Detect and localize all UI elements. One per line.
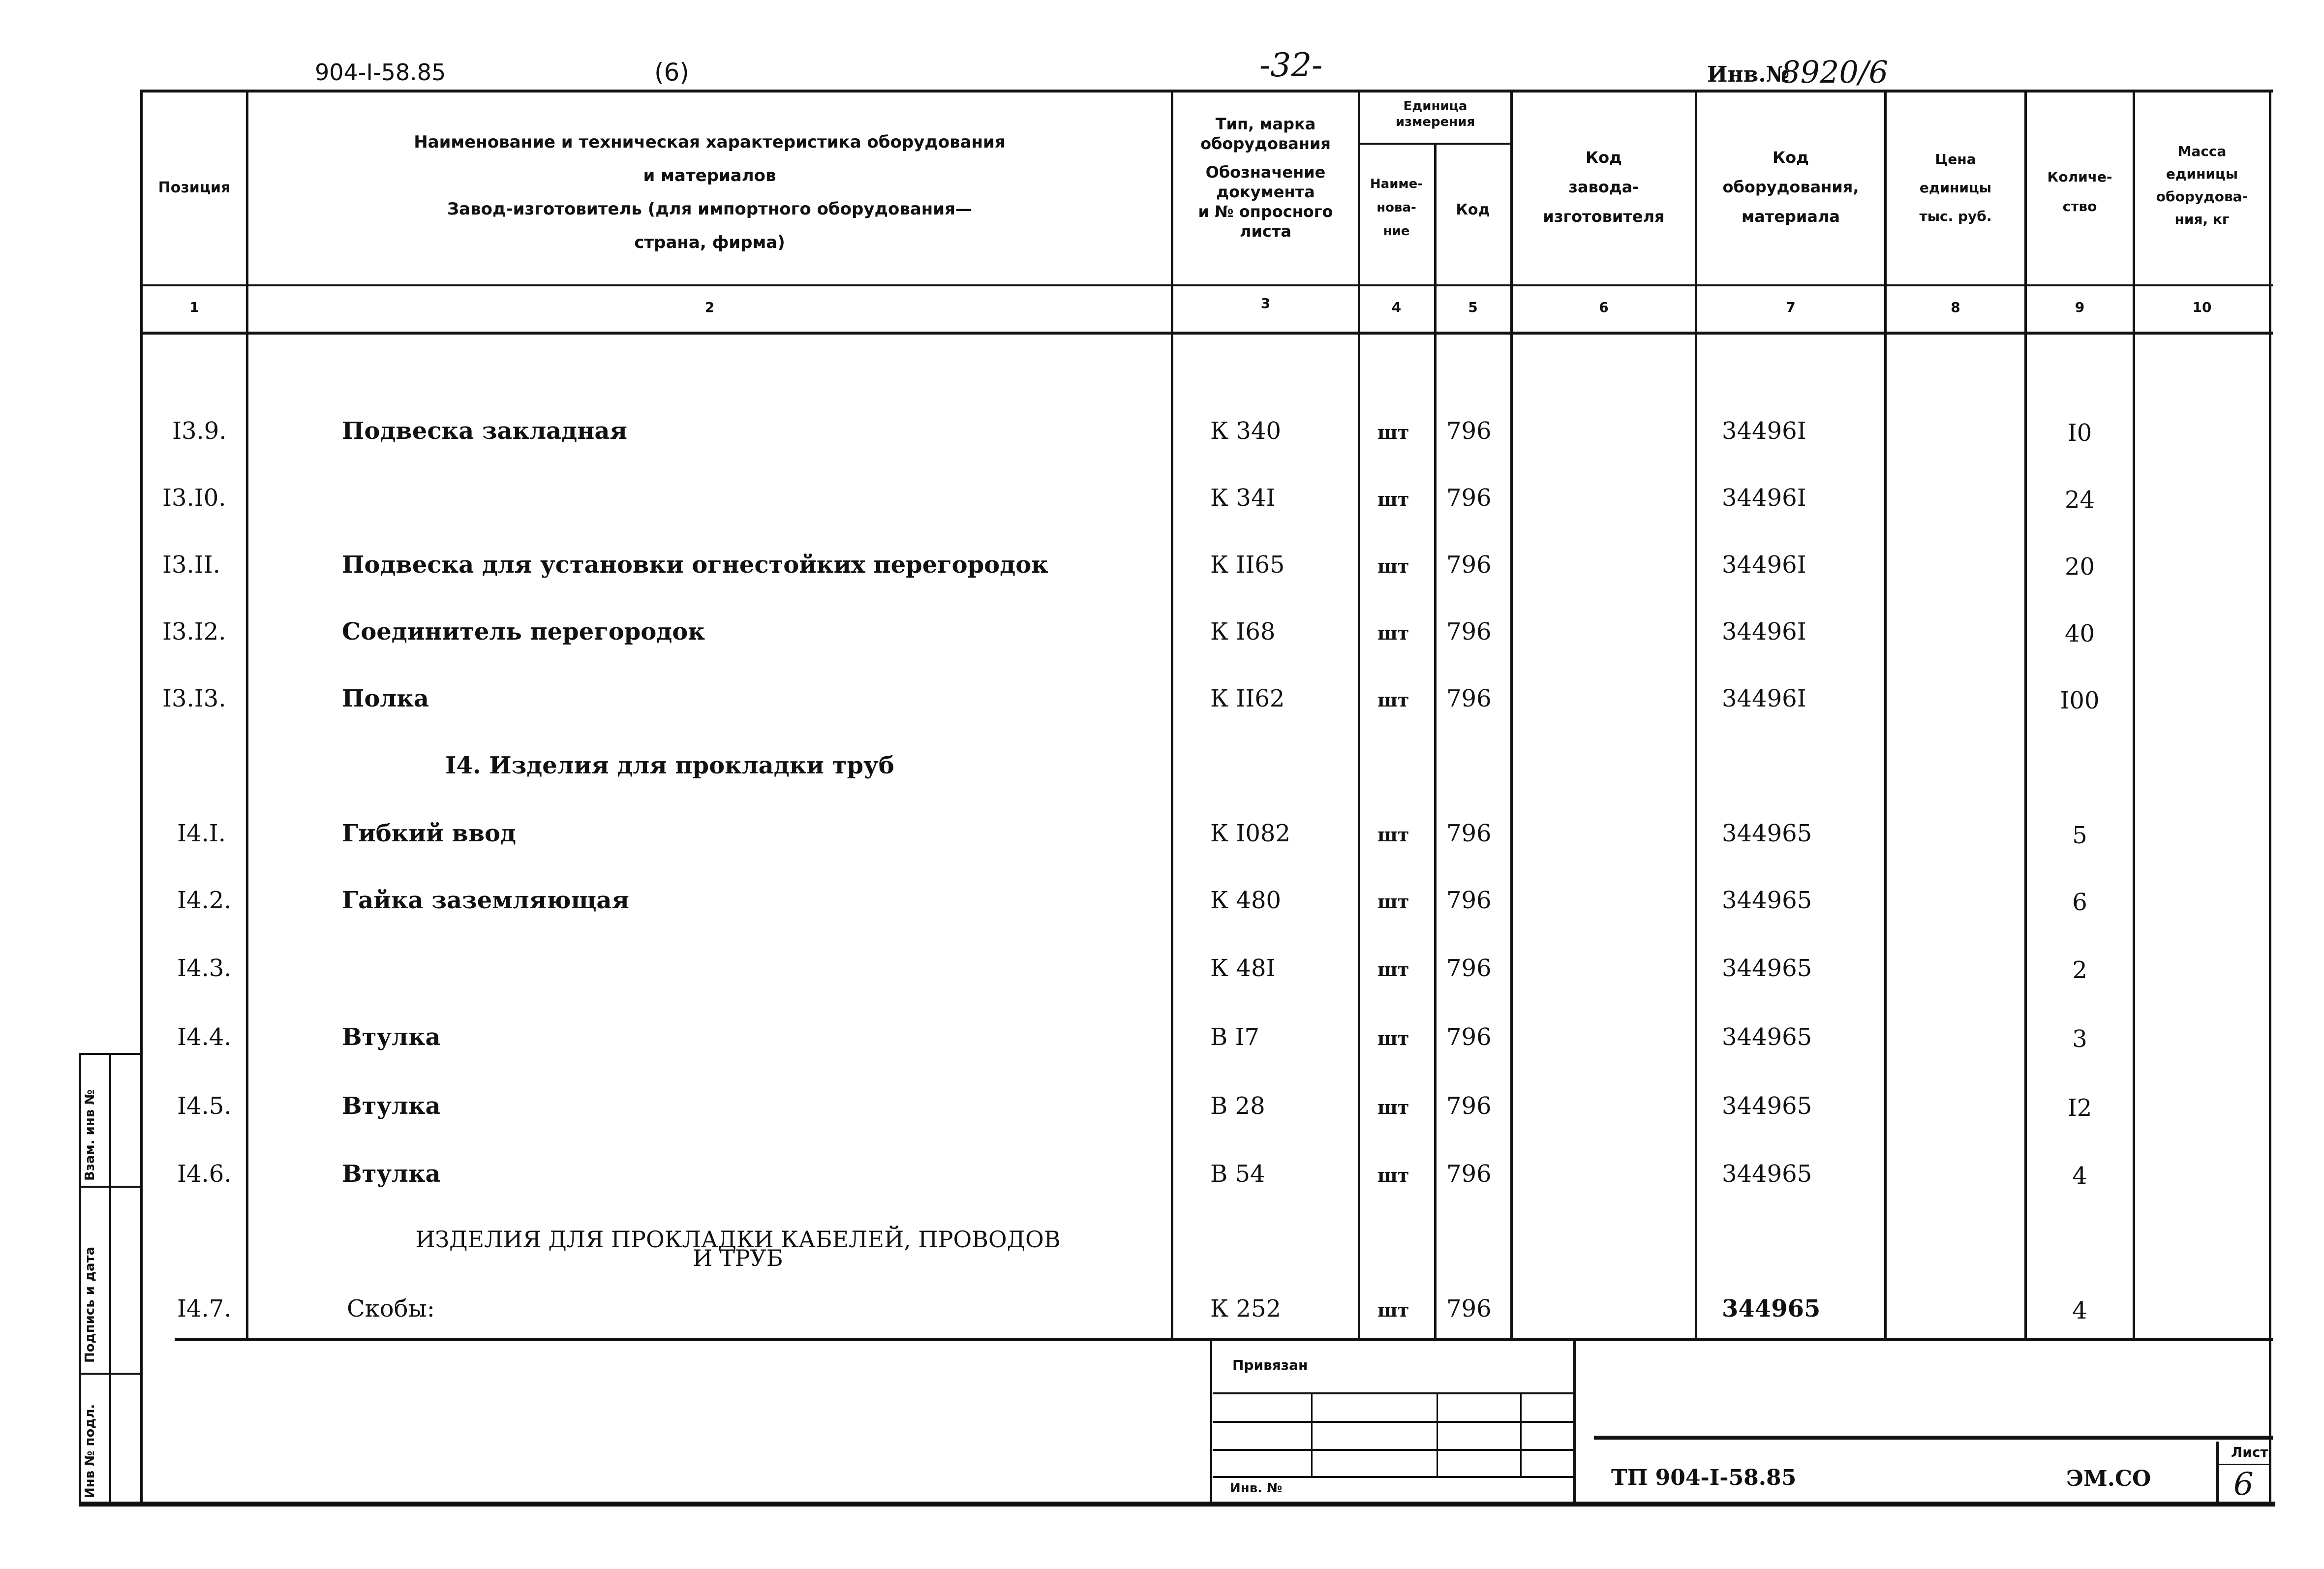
row-name: Полка xyxy=(342,685,429,712)
section-heading-line: ИЗДЕЛИЯ ДЛЯ ПРОКЛАДКИ КАБЕЛЕЙ, ПРОВОДОВ xyxy=(415,1226,1061,1253)
margin-stamp-divider-1 xyxy=(79,1186,143,1188)
row-equipment-code: 344965 xyxy=(1722,1092,1812,1120)
index-cell: 9 xyxy=(2075,299,2085,315)
index-cell: 2 xyxy=(704,299,715,315)
row-position: I4.6. xyxy=(177,1160,232,1188)
attached-divider-1 xyxy=(1311,1392,1313,1476)
col-header-unit-code: Код xyxy=(1456,201,1490,218)
row-name: Подвеска для установки огнестойких перегородок xyxy=(342,551,1048,579)
table-top-border xyxy=(140,90,2273,92)
section-heading xyxy=(344,1226,1131,1271)
col-line-7 xyxy=(1884,90,1887,1339)
row-type: К I082 xyxy=(1210,820,1290,847)
index-cell: 5 xyxy=(1468,299,1478,315)
row-name: Втулка xyxy=(342,1092,441,1120)
row-quantity: 6 xyxy=(2072,889,2087,916)
col-header-price: Цена единицы тыс. руб. xyxy=(1919,151,1992,224)
margin-inv-original: Инв № подл. xyxy=(83,1404,97,1498)
row-unit-code: 796 xyxy=(1446,551,1492,579)
row-unit: шт xyxy=(1377,1027,1409,1049)
row-type: К 252 xyxy=(1210,1295,1282,1323)
row-type: К 480 xyxy=(1210,887,1282,914)
row-unit-code: 796 xyxy=(1446,484,1492,512)
row-unit-code: 796 xyxy=(1446,417,1492,445)
col-header-mass: Масса единицы оборудова- ния, кг xyxy=(2156,143,2248,227)
row-position: I4.7. xyxy=(177,1295,232,1323)
col-line-3 xyxy=(1358,90,1360,1339)
sheet-cell-left xyxy=(2216,1442,2219,1502)
index-cell: 4 xyxy=(1391,299,1402,315)
attached-block-right xyxy=(1573,1339,1576,1502)
sheet-mark: (6) xyxy=(654,58,689,87)
row-equipment-code: 344965 xyxy=(1722,887,1812,914)
margin-stamp-top xyxy=(79,1053,143,1055)
frame-right xyxy=(2269,90,2271,1502)
col-line-1 xyxy=(246,90,248,1339)
col-header-name: Наименование и техническая характеристика оборудования и материалов Завод-изготовитель (для импортного оборудования— страна, фирма) xyxy=(414,132,1006,252)
row-type: К I68 xyxy=(1210,618,1276,646)
section-heading-line: И ТРУБ xyxy=(693,1245,783,1271)
row-type: В 28 xyxy=(1210,1092,1265,1120)
margin-stamp-middle xyxy=(109,1053,111,1506)
sheet-number: 6 xyxy=(2233,1466,2254,1503)
attached-line-2 xyxy=(1213,1421,1573,1423)
row-quantity: 3 xyxy=(2072,1025,2087,1053)
row-position: I3.I0. xyxy=(162,484,226,512)
sheet-label: Лист xyxy=(2231,1444,2268,1460)
page-number: -32- xyxy=(1259,46,1323,84)
index-cell: 7 xyxy=(1786,299,1796,315)
col-line-4 xyxy=(1434,143,1437,1339)
row-unit-code: 796 xyxy=(1446,820,1492,847)
doc-designation: ТП 904-I-58.85 xyxy=(1611,1465,1797,1490)
row-name: Втулка xyxy=(342,1023,441,1051)
row-type: В 54 xyxy=(1210,1160,1265,1188)
col-line-9 xyxy=(2133,90,2135,1339)
title-block-top-line xyxy=(1594,1436,2273,1440)
row-equipment-code: 344965 xyxy=(1722,1295,1821,1323)
row-unit-code: 796 xyxy=(1446,1295,1492,1323)
attached-line-4 xyxy=(1213,1476,1573,1478)
row-quantity: 40 xyxy=(2064,620,2095,647)
row-equipment-code: 34496I xyxy=(1722,484,1806,512)
attached-line-1 xyxy=(1213,1392,1573,1394)
row-position: I4.3. xyxy=(177,954,232,982)
margin-stamp-left xyxy=(79,1053,81,1506)
row-name: Подвеска закладная xyxy=(342,417,627,445)
index-cell: 3 xyxy=(1260,295,1271,311)
col-header-position: Позиция xyxy=(158,179,231,196)
header-bottom-line xyxy=(140,284,2273,286)
row-position: I4.5. xyxy=(177,1092,232,1120)
row-quantity: 2 xyxy=(2072,956,2087,984)
row-type: К 340 xyxy=(1210,417,1282,445)
row-unit: шт xyxy=(1377,555,1409,577)
row-quantity: 5 xyxy=(2072,822,2087,849)
row-equipment-code: 34496I xyxy=(1722,618,1806,646)
row-unit-code: 796 xyxy=(1446,887,1492,914)
index-cell: 6 xyxy=(1599,299,1609,315)
row-unit-code: 796 xyxy=(1446,1160,1492,1188)
document-code: 904-I-58.85 xyxy=(315,59,446,86)
row-type: К II62 xyxy=(1210,685,1285,712)
row-position: I4.2. xyxy=(177,887,232,914)
row-unit-code: 796 xyxy=(1446,1023,1492,1051)
row-quantity: I2 xyxy=(2067,1094,2092,1122)
row-type: К 34I xyxy=(1210,484,1276,512)
row-equipment-code: 34496I xyxy=(1722,417,1806,445)
index-cell: 8 xyxy=(1951,299,1960,315)
col-line-6 xyxy=(1695,90,1697,1339)
attached-block-left xyxy=(1210,1339,1212,1502)
inventory-label: Инв.№ xyxy=(1707,62,1790,87)
row-quantity: 4 xyxy=(2072,1162,2087,1190)
col-line-5 xyxy=(1510,90,1513,1339)
row-equipment-code: 344965 xyxy=(1722,1160,1812,1188)
col-line-2 xyxy=(1171,90,1173,1339)
attached-divider-3 xyxy=(1520,1392,1522,1476)
col-header-equipment-code: Код оборудования, материала xyxy=(1722,148,1859,226)
margin-stamp-divider-2 xyxy=(79,1373,143,1375)
sheet-cell-line xyxy=(2216,1464,2270,1465)
row-unit-code: 796 xyxy=(1446,685,1492,712)
row-unit: шт xyxy=(1377,1299,1409,1321)
attached-divider-2 xyxy=(1437,1392,1438,1476)
row-unit: шт xyxy=(1377,421,1409,443)
row-quantity: I00 xyxy=(2060,687,2100,714)
inv-number-label: Инв. № xyxy=(1230,1481,1283,1496)
row-unit: шт xyxy=(1377,1164,1409,1186)
row-type: В I7 xyxy=(1210,1023,1260,1051)
row-unit-code: 796 xyxy=(1446,1092,1492,1120)
row-name: Соединитель перегородок xyxy=(342,618,705,646)
inventory-number: 8920/6 xyxy=(1781,54,1889,90)
col-header-manufacturer-code: Код завода- изготовителя xyxy=(1543,148,1665,226)
row-equipment-code: 34496I xyxy=(1722,685,1806,712)
row-unit: шт xyxy=(1377,891,1409,913)
row-type: К II65 xyxy=(1210,551,1285,579)
row-name: Втулка xyxy=(342,1160,441,1188)
row-position: I3.II. xyxy=(162,551,220,579)
col-header-type: Тип, марка оборудования Обозначение документа и № опросного листа xyxy=(1198,115,1333,241)
row-quantity: 20 xyxy=(2064,553,2095,581)
row-position: I3.I2. xyxy=(162,618,226,646)
row-unit: шт xyxy=(1377,824,1409,846)
col-header-unit-name: Наиме- нова- ние xyxy=(1370,177,1423,239)
col-line-8 xyxy=(2024,90,2027,1339)
page-bottom-border xyxy=(79,1502,2275,1507)
row-unit-code: 796 xyxy=(1446,954,1492,982)
row-quantity: 24 xyxy=(2064,486,2095,514)
row-position: I4.4. xyxy=(177,1023,232,1051)
margin-replace-inv: Взам. инв № xyxy=(83,1089,97,1181)
row-name: Гибкий ввод xyxy=(342,820,517,847)
index-cell: 1 xyxy=(189,299,199,315)
row-equipment-code: 344965 xyxy=(1722,954,1812,982)
attached-line-3 xyxy=(1213,1449,1573,1451)
row-equipment-code: 344965 xyxy=(1722,820,1812,847)
row-position: I4.I. xyxy=(177,820,226,847)
row-type: К 48I xyxy=(1210,954,1276,982)
doc-mark: ЭМ.СО xyxy=(2066,1466,2151,1491)
row-quantity: 4 xyxy=(2072,1297,2087,1324)
margin-sign-date: Подпись и дата xyxy=(83,1246,97,1363)
row-unit: шт xyxy=(1377,958,1409,981)
attached-label: Привязан xyxy=(1232,1357,1308,1373)
row-equipment-code: 34496I xyxy=(1722,551,1806,579)
table-bottom-border xyxy=(175,1338,2273,1341)
index-row-bottom-line xyxy=(140,332,2273,335)
row-quantity: I0 xyxy=(2067,419,2092,447)
col-header-unit-group: Единица измерения xyxy=(1395,99,1475,129)
row-unit: шт xyxy=(1377,689,1409,711)
row-position: I3.I3. xyxy=(162,685,226,712)
col-header-quantity: Количе- ство xyxy=(2047,169,2112,215)
row-unit-code: 796 xyxy=(1446,618,1492,646)
row-position: I3.9. xyxy=(172,417,227,445)
row-equipment-code: 344965 xyxy=(1722,1023,1812,1051)
row-unit: шт xyxy=(1377,622,1409,644)
section-heading: I4. Изделия для прокладки труб xyxy=(445,752,894,779)
row-name: Гайка заземляющая xyxy=(342,887,629,914)
row-name: Скобы: xyxy=(347,1295,435,1323)
row-unit: шт xyxy=(1377,1096,1409,1118)
index-cell: 10 xyxy=(2192,299,2212,315)
row-unit: шт xyxy=(1377,488,1409,510)
